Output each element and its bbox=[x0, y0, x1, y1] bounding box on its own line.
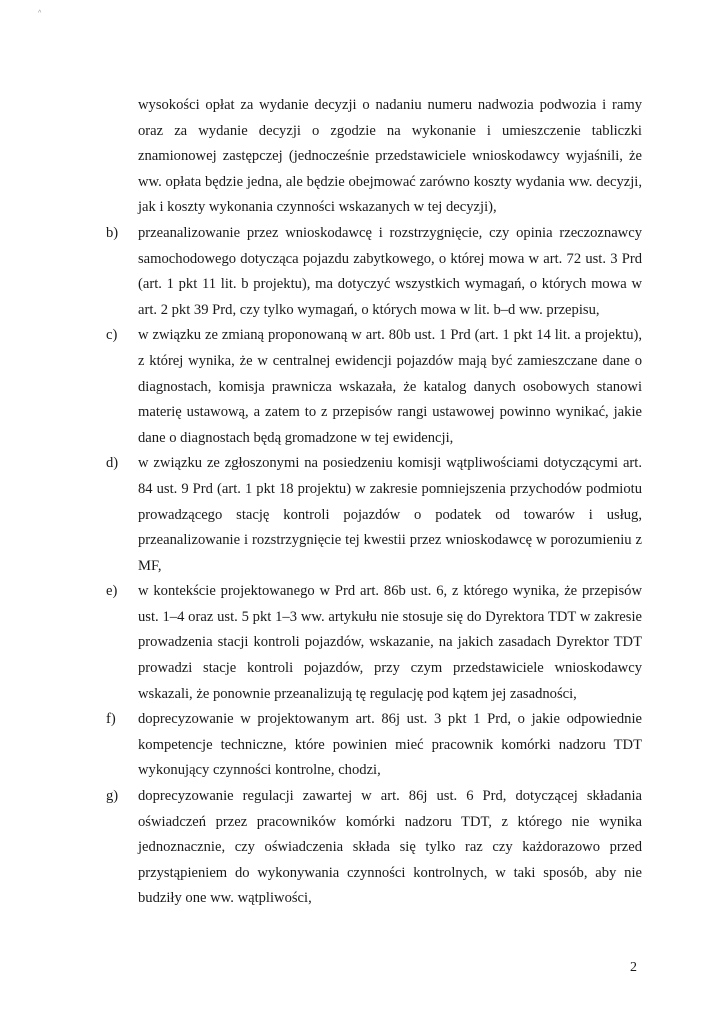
list-item-marker: b) bbox=[106, 224, 119, 241]
page-number: 2 bbox=[630, 960, 637, 975]
list-item-text: doprecyzowanie regulacji zawartej w art. 86j ust. 6 Prd, dotyczącej składania oświadczeń przez pracowników komórki nadzoru TDT, z którego nie wynika jednoznacznie, czy oświadczenia składa się tylko raz czy każdorazowo przed przystąpieniem do wykonywania czynności kontrolnych, w taki sposób, aby nie budziły one ww. wątpliwości, bbox=[138, 788, 642, 907]
list-item bbox=[106, 221, 642, 323]
document-body bbox=[106, 93, 642, 912]
list-item-text: doprecyzowanie w projektowanym art. 86j ust. 3 pkt 1 Prd, o jakie odpowiednie kompetencje techniczne, które powinien mieć pracownik komórki nadzoru TDT wykonujący czynności kontrolne, chodzi, bbox=[138, 711, 642, 779]
list-item-marker: e) bbox=[106, 583, 118, 600]
list-item-text: w związku ze zmianą proponowaną w art. 80b ust. 1 Prd (art. 1 pkt 14 lit. a projektu), z której wynika, że w centralnej ewidencji pojazdów mają być zamieszczane dane o diagnostach, komisja prawnicza wskazała, że katalog danych osobowych stanowi materię ustawową, a zatem to z przepisów rangi ustawowej powinno wynikać, jakie dane o diagnostach będą gromadzone w tej ewidencji, bbox=[138, 327, 642, 446]
list-item bbox=[106, 451, 642, 579]
list-item bbox=[106, 707, 642, 784]
intro-paragraph: wysokości opłat za wydanie decyzji o nadaniu numeru nadwozia podwozia i ramy oraz za wydanie decyzji o zgodzie na wykonanie i umieszczenie tabliczki znamionowej zastępczej (jednocześnie przedstawiciele wnioskodawcy wyjaśnili, że ww. opłata będzie jedna, ale będzie obejmować zarówno koszty wydania ww. decyzji, jak i koszty wykonania czynności wskazanych w tej decyzji), bbox=[138, 97, 642, 216]
list-item bbox=[106, 579, 642, 707]
list-item-marker: g) bbox=[106, 788, 119, 805]
list-item-marker: c) bbox=[106, 327, 118, 344]
list-item-marker: f) bbox=[106, 711, 116, 728]
scan-corner-mark: ^ bbox=[38, 10, 42, 17]
list-item bbox=[106, 784, 642, 912]
list-item-marker: d) bbox=[106, 455, 119, 472]
list-item-text: w kontekście projektowanego w Prd art. 86b ust. 6, z którego wynika, że przepisów ust. 1–4 oraz ust. 5 pkt 1–3 ww. artykułu nie stosuje się do Dyrektora TDT w zakresie prowadzenia stacji kontroli pojazdów, wskazanie, na jakich zasadach Dyrektor TDT prowadzi stacje kontroli pojazdów, przy czym przedstawiciele wnioskodawcy wskazali, że ponownie przeanalizują tę regulację pod kątem jej zasadności, bbox=[138, 583, 642, 702]
list-item-text: w związku ze zgłoszonymi na posiedzeniu komisji wątpliwościami dotyczącymi art. 84 ust. 9 Prd (art. 1 pkt 18 projektu) w zakresie pomniejszenia przychodów podmiotu prowadzącego stację kontroli pojazdów o podatek od towarów i usług, przeanalizowanie i rozstrzygnięcie tej kwestii przez wnioskodawcę w porozumieniu z MF, bbox=[138, 455, 642, 574]
list-item bbox=[106, 323, 642, 451]
list-item-text: przeanalizowanie przez wnioskodawcę i rozstrzygnięcie, czy opinia rzeczoznawcy samochodowego dotycząca pojazdu zabytkowego, o której mowa w art. 72 ust. 3 Prd (art. 1 pkt 11 lit. b projektu), ma dotyczyć wszystkich wymagań, o których mowa w art. 2 pkt 39 Prd, czy tylko wymagań, o których mowa w lit. b–d ww. przepisu, bbox=[138, 224, 642, 318]
